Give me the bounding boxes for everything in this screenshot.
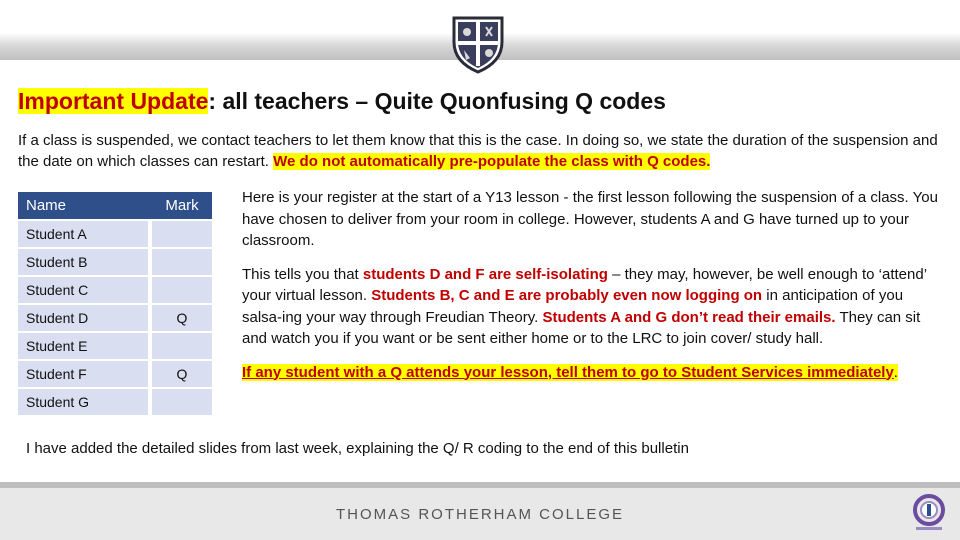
student-mark: Q [152, 361, 212, 387]
student-mark [152, 277, 212, 303]
student-mark [152, 389, 212, 415]
people-first-badge-icon [910, 492, 948, 532]
table-row [18, 277, 212, 303]
college-name: THOMAS ROTHERHAM COLLEGE [335, 506, 625, 523]
student-name: Student C [18, 277, 148, 303]
register-header-row [18, 192, 212, 219]
student-mark [152, 333, 212, 359]
intro-paragraph: If a class is suspended, we contact teachers to let them know that this is the case. In doing so, we state the duration of the suspension and the date on which classes can restart. We do not automatically pre-populate the class with Q codes. [18, 132, 938, 170]
paragraph-register: Here is your register at the start of a Y13 lesson - the first lesson following the suspension of a class. You have chosen to deliver from your room in college. However, students A and G have turned up to your classroom. [242, 189, 938, 249]
page-title: Important Update: all teachers – Quite Quonfusing Q codes [18, 88, 666, 114]
register-table [18, 190, 212, 417]
student-name: Student E [18, 333, 148, 359]
bottom-note: I have added the detailed slides from last week, explaining the Q/ R coding to the end of this bulletin [26, 440, 689, 457]
footer-divider [0, 482, 960, 488]
student-mark: Q [152, 305, 212, 331]
header-name: Name [18, 192, 148, 219]
explanation-text [242, 187, 942, 395]
student-name: Student F [18, 361, 148, 387]
intro-highlight: We do not automatically pre-populate the class with Q codes. [273, 153, 711, 170]
student-name: Student D [18, 305, 148, 331]
header-mark: Mark [152, 192, 212, 219]
table-row [18, 361, 212, 387]
student-name: Student B [18, 249, 148, 275]
table-row [18, 389, 212, 415]
table-row [18, 249, 212, 275]
student-mark [152, 249, 212, 275]
paragraph-instruction: If any student with a Q attends your lesson, tell them to go to Student Services immediately. [242, 363, 898, 381]
paragraph-codes: This tells you that students D and F are self-isolating – they may, however, be well enough to ‘attend’ your virtual lesson. Students B, C and E are probably even now logging on in anticipation of you salsa-ing your way through Freudian Theory. Students A and G don’t read their emails. They can sit and watch you if you want or be sent either home or to the LRC to join cover/ study hall. [242, 265, 927, 347]
student-mark [152, 221, 212, 247]
student-name: Student A [18, 221, 148, 247]
table-row [18, 221, 212, 247]
student-name: Student G [18, 389, 148, 415]
table-row [18, 333, 212, 359]
college-crest-icon [446, 12, 510, 76]
table-row [18, 305, 212, 331]
